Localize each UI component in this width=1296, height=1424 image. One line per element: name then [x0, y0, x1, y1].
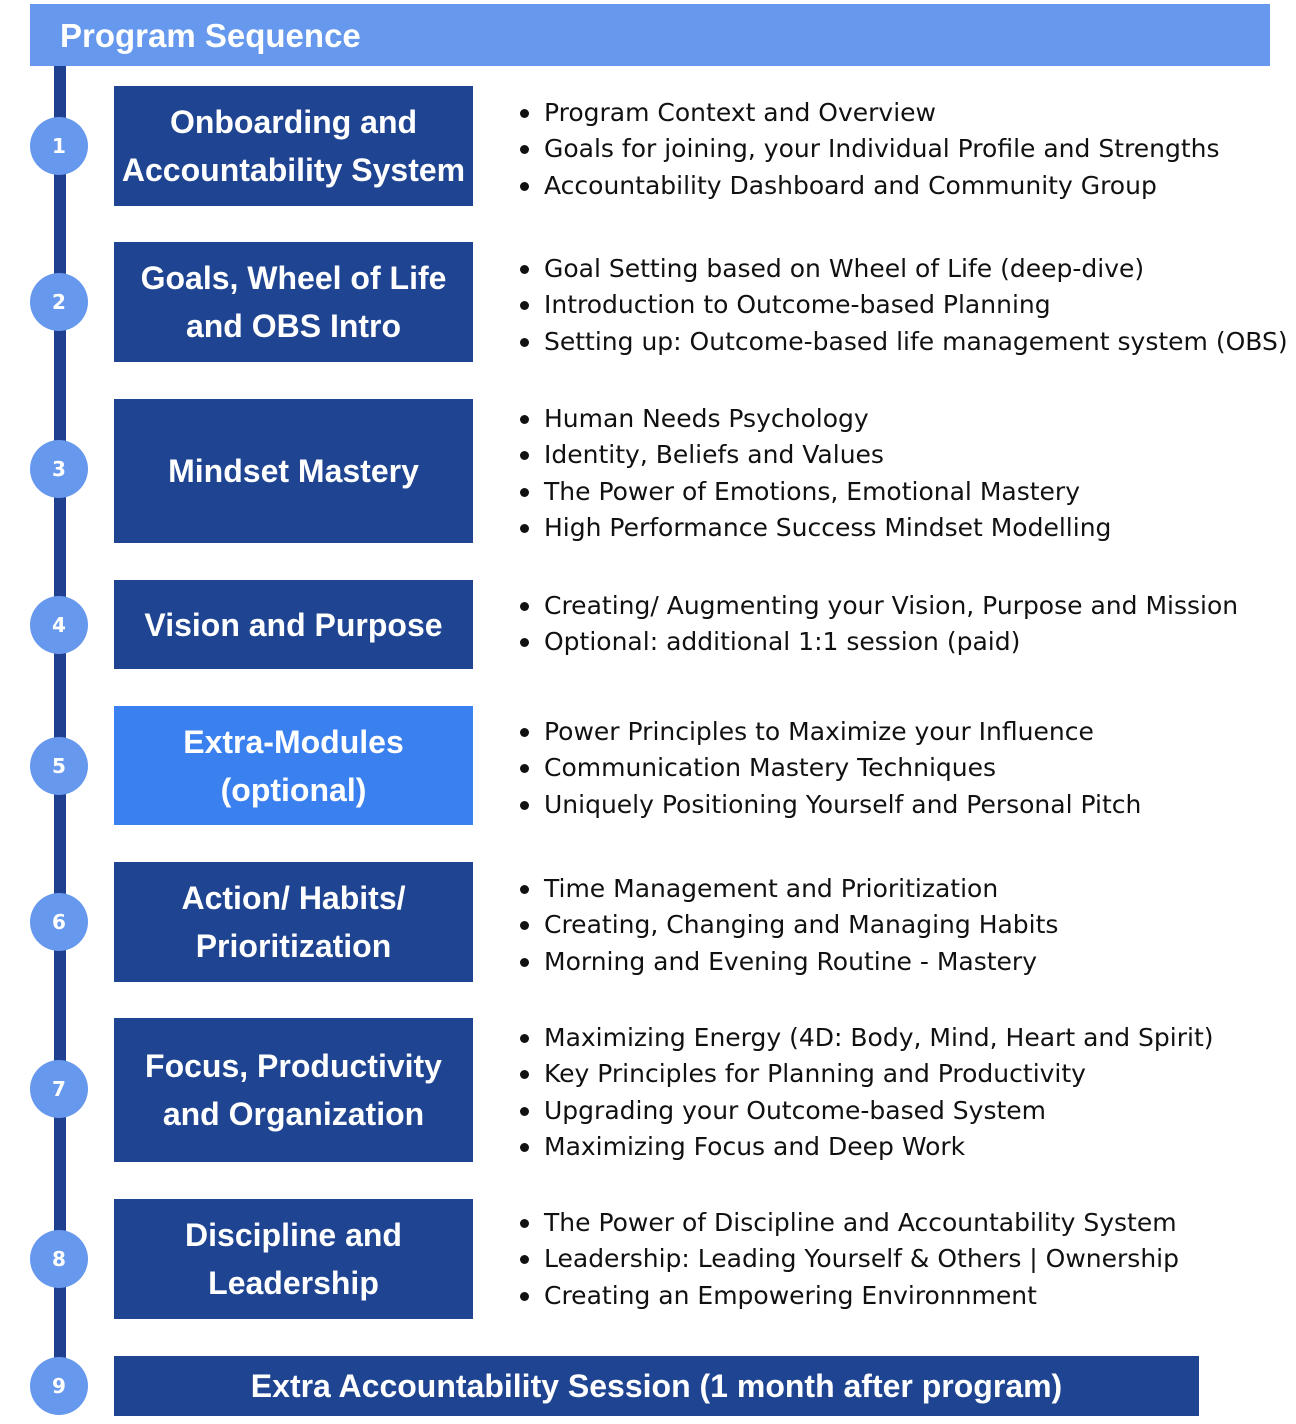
- module-topics-2: [514, 251, 1288, 360]
- page-title: Program Sequence: [30, 4, 1270, 66]
- topic-item: Creating/ Augmenting your Vision, Purpose and Mission: [514, 588, 1238, 624]
- topic-item: Communication Mastery Techniques: [514, 750, 1141, 786]
- topic-item: The Power of Discipline and Accountability System: [514, 1205, 1179, 1241]
- module-title-vision: [114, 580, 473, 669]
- step-number-4: 4: [30, 596, 88, 654]
- topic-item: High Performance Success Mindset Modelling: [514, 510, 1111, 546]
- final-session-banner: Extra Accountability Session (1 month after program): [114, 1356, 1199, 1416]
- module-title-label: Vision and Purpose: [144, 606, 443, 643]
- topic-item: Creating an Empowering Environnment: [514, 1278, 1179, 1314]
- topic-item: Morning and Evening Routine - Mastery: [514, 944, 1058, 980]
- module-title-action: [114, 862, 473, 982]
- module-title-label: Mindset Mastery: [168, 453, 419, 489]
- topic-item: Power Principles to Maximize your Influence: [514, 714, 1141, 750]
- topic-item: Identity, Beliefs and Values: [514, 437, 1111, 473]
- module-topics-3: [514, 401, 1111, 546]
- topic-item: Uniquely Positioning Yourself and Personal Pitch: [514, 787, 1141, 823]
- module-title-label: Action/ Habits/ Prioritization: [181, 880, 406, 964]
- step-number-9: 9: [30, 1357, 88, 1415]
- module-title-goals: [114, 242, 473, 362]
- step-number-1: 1: [30, 117, 88, 175]
- module-title-label: Onboarding and Accountability System: [121, 104, 466, 188]
- module-title-extra: [114, 706, 473, 825]
- topic-item: Human Needs Psychology: [514, 401, 1111, 437]
- module-topics-4: [514, 588, 1238, 661]
- topic-item: Time Management and Prioritization: [514, 871, 1058, 907]
- topic-item: Program Context and Overview: [514, 95, 1220, 131]
- module-topics-8: [514, 1205, 1179, 1314]
- module-topics-5: [514, 714, 1141, 823]
- module-topics-7: [514, 1020, 1214, 1165]
- topic-item: Maximizing Energy (4D: Body, Mind, Heart and Spirit): [514, 1020, 1214, 1056]
- module-title-label: Focus, Productivity and Organization: [145, 1048, 442, 1132]
- module-topics-1: [514, 95, 1220, 204]
- topic-item: Goal Setting based on Wheel of Life (deep-dive): [514, 251, 1288, 287]
- topic-item: The Power of Emotions, Emotional Mastery: [514, 474, 1111, 510]
- module-title-onboarding: [114, 86, 473, 206]
- step-number-3: 3: [30, 440, 88, 498]
- topic-item: Goals for joining, your Individual Profile and Strengths: [514, 131, 1220, 167]
- module-title-label: Extra-Modules (optional): [183, 723, 404, 808]
- topic-item: Leadership: Leading Yourself & Others | Ownership: [514, 1241, 1179, 1277]
- timeline-line: [54, 66, 66, 1406]
- topic-item: Accountability Dashboard and Community Group: [514, 168, 1220, 204]
- module-title-discipline: [114, 1199, 473, 1319]
- topic-item: Introduction to Outcome-based Planning: [514, 287, 1288, 323]
- module-title-label: Discipline and Leadership: [185, 1217, 402, 1301]
- topic-item: Maximizing Focus and Deep Work: [514, 1129, 1214, 1165]
- step-number-2: 2: [30, 273, 88, 331]
- topic-item: Optional: additional 1:1 session (paid): [514, 624, 1238, 660]
- topic-item: Setting up: Outcome-based life management system (OBS): [514, 324, 1288, 360]
- step-number-6: 6: [30, 893, 88, 951]
- module-title-mindset: [114, 399, 473, 543]
- module-topics-6: [514, 871, 1058, 980]
- step-number-8: 8: [30, 1230, 88, 1288]
- step-number-7: 7: [30, 1060, 88, 1118]
- step-number-5: 5: [30, 737, 88, 795]
- topic-item: Upgrading your Outcome-based System: [514, 1093, 1214, 1129]
- topic-item: Key Principles for Planning and Productivity: [514, 1056, 1214, 1092]
- module-title-focus: [114, 1018, 473, 1162]
- topic-item: Creating, Changing and Managing Habits: [514, 907, 1058, 943]
- module-title-label: Goals, Wheel of Life and OBS Intro: [140, 260, 447, 344]
